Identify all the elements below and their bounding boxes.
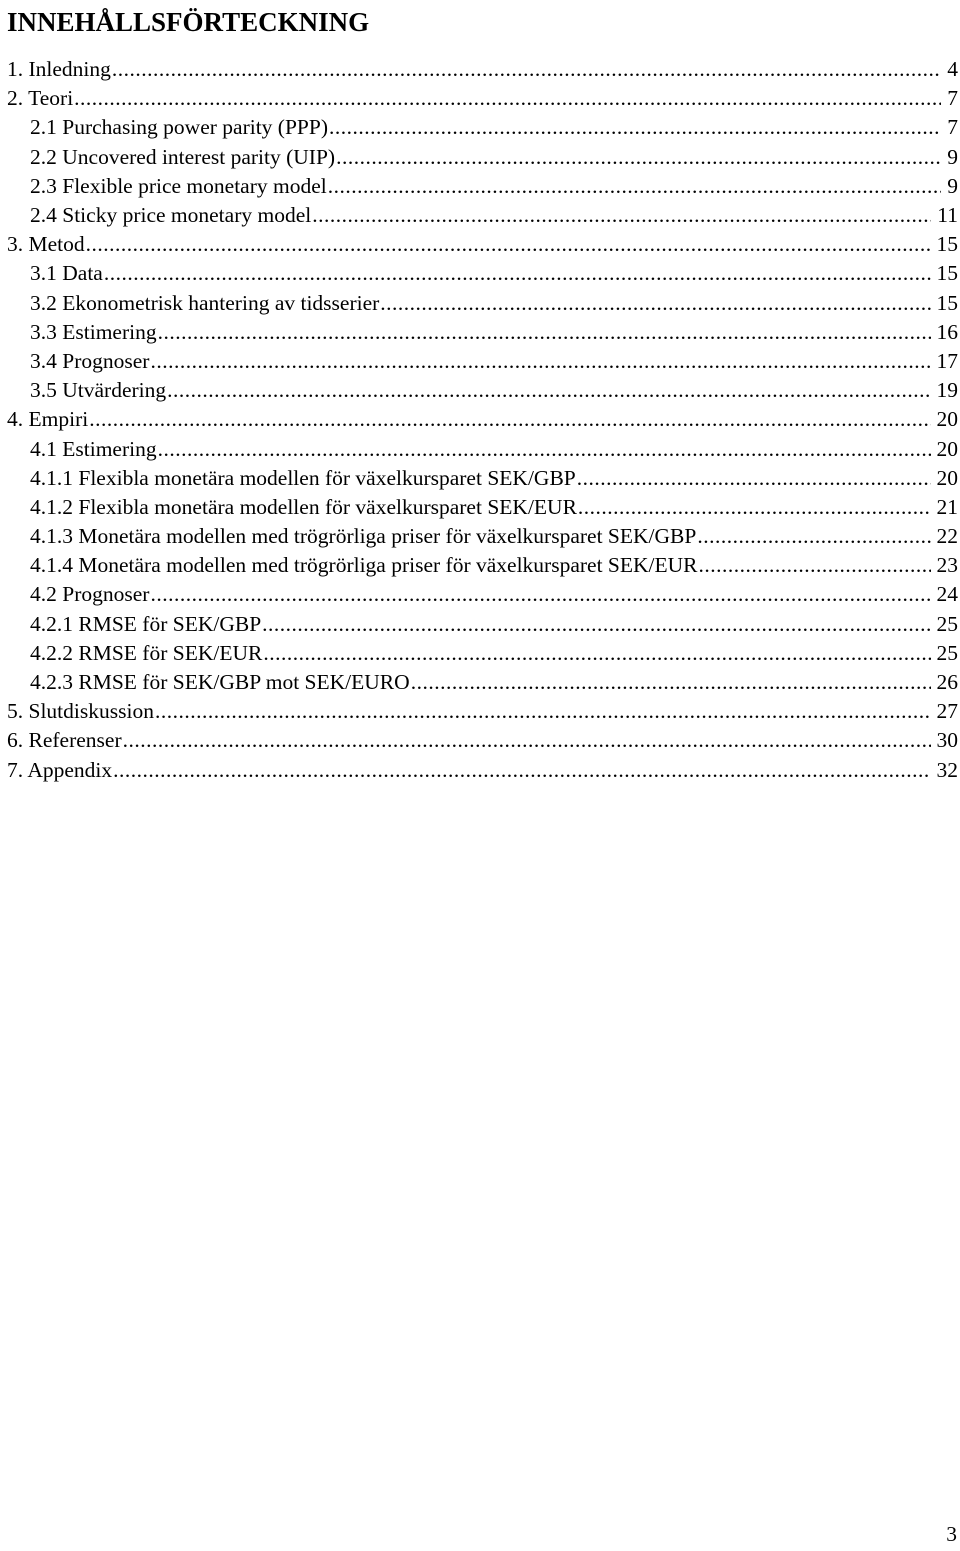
table-of-contents — [0, 55, 960, 785]
toc-entry-page: 25 — [936, 611, 958, 636]
toc-entry-page: 15 — [936, 232, 958, 257]
toc-entry-label: 3.1 Data — [30, 259, 104, 288]
toc-entry-page: 9 — [947, 173, 958, 198]
toc-dot-leader — [104, 259, 931, 288]
toc-entry-label: 3. Metod — [7, 230, 86, 259]
toc-entry[interactable] — [0, 318, 960, 347]
page-number: 3 — [946, 1522, 957, 1546]
toc-entry-label: 5. Slutdiskussion — [7, 697, 155, 726]
toc-entry-page: 7 — [947, 86, 958, 111]
toc-entry-label: 1. Inledning — [7, 55, 112, 84]
toc-dot-leader — [150, 347, 930, 376]
toc-entry-label: 3.4 Prognoser — [30, 347, 150, 376]
toc-entry[interactable] — [0, 551, 960, 580]
toc-entry-label: 4.1.3 Monetära modellen med trögrörliga priser för växelkursparet SEK/GBP — [30, 522, 697, 551]
toc-entry[interactable] — [0, 201, 960, 230]
toc-entry-label: 3.2 Ekonometrisk hantering av tidsserier — [30, 289, 380, 318]
toc-dot-leader — [329, 113, 941, 142]
toc-dot-leader — [158, 435, 931, 464]
toc-entry-label: 2.1 Purchasing power parity (PPP) — [30, 113, 329, 142]
toc-entry[interactable] — [0, 230, 960, 259]
toc-entry-page: 7 — [947, 115, 958, 140]
toc-entry-label: 4.2.1 RMSE för SEK/GBP — [30, 610, 262, 639]
toc-entry-label: 4.2 Prognoser — [30, 580, 150, 609]
toc-dot-leader — [123, 726, 931, 755]
toc-entry-label: 3.5 Utvärdering — [30, 376, 167, 405]
toc-entry[interactable] — [0, 756, 960, 785]
toc-entry-page: 9 — [947, 144, 958, 169]
toc-dot-leader — [328, 172, 942, 201]
toc-dot-leader — [112, 55, 941, 84]
toc-entry-label: 4.1.4 Monetära modellen med trögrörliga priser för växelkursparet SEK/EUR — [30, 551, 699, 580]
toc-dot-leader — [150, 580, 930, 609]
toc-entry-label: 4.1 Estimering — [30, 435, 158, 464]
toc-entry-page: 26 — [936, 670, 958, 695]
toc-entry[interactable] — [0, 289, 960, 318]
toc-entry[interactable] — [0, 259, 960, 288]
toc-entry[interactable] — [0, 113, 960, 142]
toc-entry-page: 16 — [936, 319, 958, 344]
toc-entry-page: 32 — [936, 757, 958, 782]
toc-entry-page: 22 — [936, 524, 958, 549]
toc-entry[interactable] — [0, 580, 960, 609]
toc-dot-leader — [74, 84, 941, 113]
toc-entry-page: 20 — [936, 407, 958, 432]
toc-entry-label: 4.1.1 Flexibla monetära modellen för växelkursparet SEK/GBP — [30, 464, 577, 493]
toc-entry[interactable] — [0, 493, 960, 522]
toc-entry-page: 21 — [936, 494, 958, 519]
toc-entry-page: 23 — [936, 553, 958, 578]
toc-entry-page: 15 — [936, 261, 958, 286]
toc-dot-leader — [578, 493, 931, 522]
toc-entry-label: 2.2 Uncovered interest parity (UIP) — [30, 143, 336, 172]
toc-entry-page: 20 — [936, 465, 958, 490]
toc-entry[interactable] — [0, 434, 960, 463]
toc-dot-leader — [167, 376, 930, 405]
toc-entry-label: 7. Appendix — [7, 756, 113, 785]
toc-entry-page: 4 — [947, 57, 958, 82]
toc-entry[interactable] — [0, 172, 960, 201]
toc-dot-leader — [263, 639, 930, 668]
toc-dot-leader — [158, 318, 931, 347]
toc-entry[interactable] — [0, 376, 960, 405]
toc-entry[interactable] — [0, 610, 960, 639]
toc-entry-label: 4.2.2 RMSE för SEK/EUR — [30, 639, 263, 668]
toc-entry[interactable] — [0, 143, 960, 172]
toc-entry[interactable] — [0, 464, 960, 493]
toc-dot-leader — [380, 289, 930, 318]
toc-entry[interactable] — [0, 84, 960, 113]
toc-dot-leader — [312, 201, 931, 230]
toc-entry-page: 20 — [936, 436, 958, 461]
toc-entry[interactable] — [0, 347, 960, 376]
toc-entry-label: 6. Referenser — [7, 726, 123, 755]
toc-dot-leader — [89, 405, 930, 434]
toc-dot-leader — [697, 522, 930, 551]
toc-entry-label: 3.3 Estimering — [30, 318, 158, 347]
toc-dot-leader — [86, 230, 931, 259]
toc-entry[interactable] — [0, 697, 960, 726]
toc-heading: INNEHÅLLSFÖRTECKNING — [7, 7, 370, 37]
toc-entry[interactable] — [0, 55, 960, 84]
toc-entry[interactable] — [0, 405, 960, 434]
toc-entry-page: 11 — [937, 203, 958, 228]
toc-dot-leader — [262, 610, 930, 639]
toc-entry-label: 2. Teori — [7, 84, 74, 113]
toc-dot-leader — [699, 551, 931, 580]
toc-entry-label: 2.3 Flexible price monetary model — [30, 172, 328, 201]
toc-dot-leader — [336, 143, 941, 172]
toc-entry-page: 24 — [936, 582, 958, 607]
toc-entry[interactable] — [0, 639, 960, 668]
toc-entry-label: 2.4 Sticky price monetary model — [30, 201, 312, 230]
toc-entry-page: 27 — [936, 699, 958, 724]
toc-entry-page: 30 — [936, 728, 958, 753]
toc-entry-label: 4. Empiri — [7, 405, 89, 434]
toc-dot-leader — [113, 756, 930, 785]
toc-entry-label: 4.1.2 Flexibla monetära modellen för växelkursparet SEK/EUR — [30, 493, 578, 522]
toc-entry-page: 17 — [936, 348, 958, 373]
toc-entry-page: 15 — [936, 290, 958, 315]
toc-dot-leader — [155, 697, 931, 726]
toc-entry[interactable] — [0, 668, 960, 697]
toc-entry-page: 25 — [936, 640, 958, 665]
toc-entry-page: 19 — [936, 378, 958, 403]
toc-entry[interactable] — [0, 726, 960, 755]
toc-dot-leader — [577, 464, 931, 493]
toc-entry[interactable] — [0, 522, 960, 551]
toc-entry-label: 4.2.3 RMSE för SEK/GBP mot SEK/EURO — [30, 668, 411, 697]
toc-dot-leader — [411, 668, 931, 697]
